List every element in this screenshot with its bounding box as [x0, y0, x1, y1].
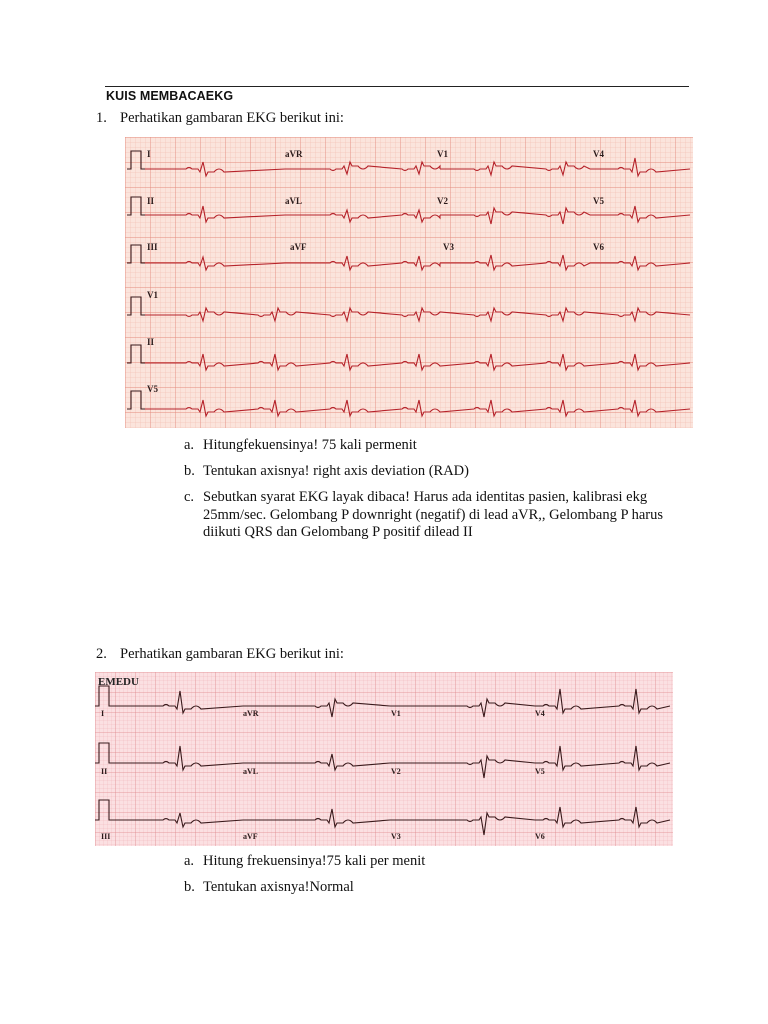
lead-label: V5 — [593, 196, 604, 206]
ekg-strip-1 — [125, 137, 693, 428]
lead-label: V4 — [593, 149, 604, 159]
question-2 — [96, 646, 344, 663]
q2-item-a-text: Hitung frekuensinya!75 kali per menit — [203, 853, 426, 869]
lead-label: aVF — [243, 832, 258, 841]
lead-label: V2 — [437, 196, 448, 206]
lead-label: V6 — [593, 242, 604, 252]
ekg-grid — [125, 137, 693, 428]
lead-label: V1 — [437, 149, 448, 159]
lead-label: aVL — [285, 196, 303, 206]
lead-label: V6 — [535, 832, 545, 841]
ekg-strip-2 — [95, 672, 673, 846]
question-1-prompt: Perhatikan gambaran EKG berikut ini: — [120, 110, 344, 126]
lead-label: II — [101, 767, 108, 776]
q1-item-c-line-1: Sebutkan syarat EKG layak dibaca! Harus ada identitas pasien, kalibrasi ekg — [203, 489, 648, 505]
question-1-number: 1. — [96, 110, 107, 126]
lead-label: III — [147, 242, 158, 252]
header-rule — [105, 86, 689, 87]
question-2-prompt: Perhatikan gambaran EKG berikut ini: — [120, 646, 344, 662]
lead-label: V5 — [535, 767, 545, 776]
q1-item-a-text: Hitungfekuensinya! 75 kali permenit — [203, 437, 417, 453]
q1-item-c-line-2: 25mm/sec. Gelombang P downright (negatif) di lead aVR,, Gelombang P harus — [203, 506, 664, 523]
q1-item-a-label: a. — [184, 437, 195, 453]
q2-item-a-label: a. — [184, 853, 195, 869]
lead-label: V5 — [147, 384, 158, 394]
lead-label: V3 — [443, 242, 454, 252]
lead-label: I — [147, 149, 151, 159]
lead-label: aVF — [290, 242, 307, 252]
lead-label: aVR — [243, 709, 259, 718]
lead-label: V1 — [391, 709, 401, 718]
q1-item-c-label: c. — [184, 489, 195, 505]
q1-item-b-text: Tentukan axisnya! right axis deviation (RAD) — [203, 463, 469, 479]
q2-item-b-text: Tentukan axisnya!Normal — [203, 879, 354, 895]
lead-label: II — [147, 196, 155, 206]
question-2-number: 2. — [96, 646, 107, 662]
lead-label: V4 — [535, 709, 545, 718]
lead-label: V3 — [391, 832, 401, 841]
q1-item-b-label: b. — [184, 463, 195, 479]
lead-label: aVR — [285, 149, 303, 159]
q1-item-c-line-3: diikuti QRS dan Gelombang P positif dilead II — [203, 524, 473, 540]
q2-item-b-label: b. — [184, 879, 195, 895]
lead-label: II — [147, 337, 155, 347]
question-1 — [96, 110, 344, 127]
lead-label: I — [101, 709, 105, 718]
lead-label: V2 — [391, 767, 401, 776]
ekg-watermark: EMEDU — [98, 676, 139, 688]
lead-label: aVL — [243, 767, 259, 776]
lead-label: V1 — [147, 290, 158, 300]
page-title: KUIS MEMBACAEKG — [106, 89, 234, 103]
lead-label: III — [101, 832, 111, 841]
